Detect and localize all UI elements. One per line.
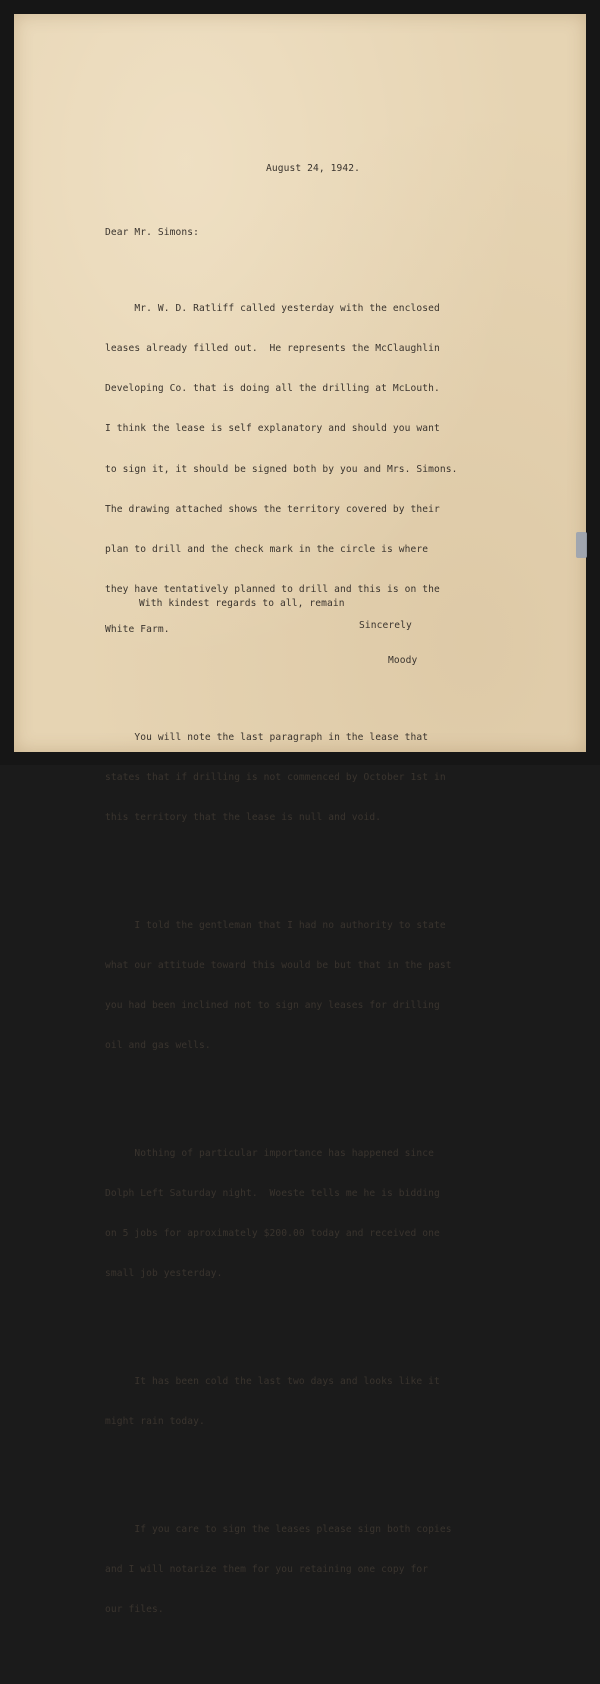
paragraph-line: on 5 jobs for aproximately $200.00 today and received one xyxy=(105,1228,440,1240)
paragraph-line: this territory that the lease is null and void. xyxy=(105,812,382,824)
paragraph-line: I told the gentleman that I had no authority to state xyxy=(105,919,446,931)
paragraph-line: oil and gas wells. xyxy=(105,1040,211,1052)
paragraph-3 xyxy=(105,892,525,1080)
paragraph-line: If you care to sign the leases please sign both copies xyxy=(105,1523,452,1535)
paragraph-2 xyxy=(105,704,525,851)
paragraph-line: states that if drilling is not commenced by October 1st in xyxy=(105,772,446,784)
paragraph-line: Mr. W. D. Ratliff called yesterday with the enclosed xyxy=(105,302,440,314)
paragraph-line: plan to drill and the check mark in the circle is where xyxy=(105,543,429,555)
letter-body xyxy=(105,248,525,1684)
letter-sign-off: Sincerely xyxy=(359,620,412,631)
paragraph-line: what our attitude toward this would be but that in the past xyxy=(105,959,452,971)
paragraph-line: White Farm. xyxy=(105,624,170,636)
paragraph-line: to sign it, it should be signed both by you and Mrs. Simons. xyxy=(105,463,458,475)
paragraph-line: leases already filled out. He represents the McClaughlin xyxy=(105,342,440,354)
paragraph-line: you had been inclined not to sign any leases for drilling xyxy=(105,1000,440,1012)
paragraph-line: Developing Co. that is doing all the drilling at McLouth. xyxy=(105,383,440,395)
paragraph-line: small job yesterday. xyxy=(105,1268,223,1280)
letter-salutation: Dear Mr. Simons: xyxy=(105,227,200,238)
paragraph-line: It has been cold the last two days and looks like it xyxy=(105,1375,440,1387)
paragraph-6 xyxy=(105,1496,525,1643)
paragraph-line: Nothing of particular importance has happened since xyxy=(105,1147,435,1159)
paragraph-line: The drawing attached shows the territory covered by their xyxy=(105,503,440,515)
paragraph-4 xyxy=(105,1120,525,1308)
paragraph-line: You will note the last paragraph in the lease that xyxy=(105,731,429,743)
paragraph-line: might rain today. xyxy=(105,1416,205,1428)
paragraph-line: I think the lease is self explanatory and should you want xyxy=(105,423,440,435)
paragraph-5 xyxy=(105,1348,525,1455)
paragraph-line: they have tentatively planned to drill and this is on the xyxy=(105,584,440,596)
paragraph-line: our files. xyxy=(105,1603,164,1615)
paragraph-line: Dolph Left Saturday night. Woeste tells me he is bidding xyxy=(105,1188,440,1199)
letter-signature: Moody xyxy=(388,655,418,666)
paragraph-line: and I will notarize them for you retaining one copy for xyxy=(105,1563,429,1575)
tape-strip xyxy=(576,532,587,558)
letter-closing: With kindest regards to all, remain xyxy=(139,598,345,609)
letter-date: August 24, 1942. xyxy=(266,163,361,174)
